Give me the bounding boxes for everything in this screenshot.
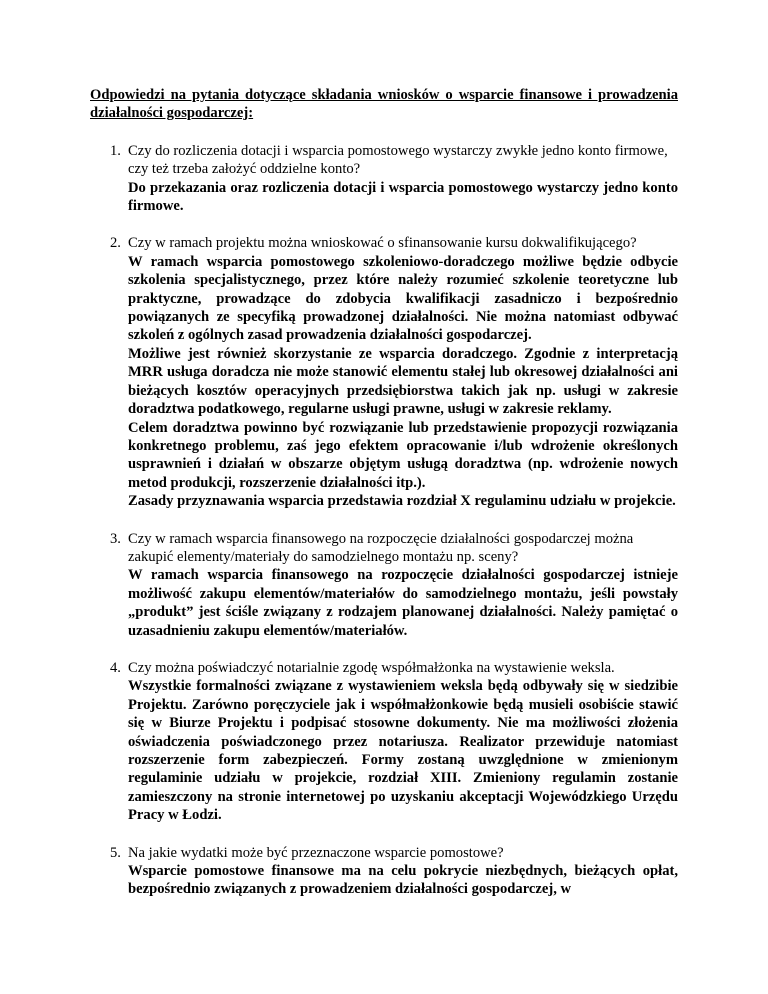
- qa-item-3: [90, 530, 678, 640]
- qa-list: [90, 142, 678, 899]
- item-number: 3.: [110, 530, 121, 547]
- answer-paragraph: Do przekazania oraz rozliczenia dotacji i wsparcia pomostowego wystarczy jedno konto firmowe.: [128, 179, 678, 215]
- answer-paragraph: Możliwe jest również skorzystanie ze wsparcia doradczego. Zgodnie z interpretacją MRR usługa doradcza nie może stanowić elementu stałej lub okresowej działalności ani bieżących kosztów operacyjnych przedsiębiorstwa takich jak np. usługi w zakresie doradztwa podatkowego, regularne usługi prawne, usługi w zakresie reklamy.: [128, 345, 678, 418]
- qa-item-2: [90, 234, 678, 510]
- qa-item-1: [90, 142, 678, 216]
- answer-paragraph: Zasady przyznawania wsparcia przedstawia rozdział X regulaminu udziału w projekcie.: [128, 493, 676, 510]
- item-number: 2.: [110, 235, 121, 252]
- answer-paragraph: W ramach wsparcia finansowego na rozpoczęcie działalności gospodarczej istnieje możliwość zakupu elementów/materiałów do samodzielnego montażu, jeśli powstały „produkt” jest ściśle związany z rodzajem planowanej działalności. Należy pamiętać o uzasadnieniu zakupu elementów/materiałów.: [128, 567, 678, 639]
- document-heading: Odpowiedzi na pytania dotyczące składania wniosków o wsparcie finansowe i prowadzenia działalności gospodarczej:: [90, 87, 678, 122]
- question-text: Czy w ramach wsparcia finansowego na rozpoczęcie działalności gospodarczej można zakupić elementy/materiały do samodzielnego montażu np. sceny?: [128, 530, 634, 565]
- qa-item-4: [90, 659, 678, 825]
- question-text: Na jakie wydatki może być przeznaczone wsparcie pomostowe?: [128, 844, 504, 861]
- question-text: Czy można poświadczyć notarialnie zgodę współmałżonka na wystawienie weksla.: [128, 659, 615, 676]
- answer-paragraph: Wsparcie pomostowe finansowe ma na celu pokrycie niezbędnych, bieżących opłat, bezpośrednio związanych z prowadzeniem działalności gospodarczej, w: [128, 863, 678, 898]
- answer-paragraph: Wszystkie formalności związane z wystawieniem weksla będą odbywały się w siedzibie Projektu. Zarówno poręczyciele jak i współmałżonkowie będą musieli osobiście stawić się w Biurze Projektu i podpisać stosowne dokumenty. Nie ma możliwości złożenia oświadczenia poświadczonego przez notariusza. Realizator przewiduje natomiast rozszerzenie form zabezpieczeń. Formy zostaną uwzględnione w zmienionym regulaminie udziału w projekcie, rozdział XIII. Zmieniony regulamin zostanie zamieszczony na stronie internetowej po uzyskaniu akceptacji Wojewódzkiego Urzędu Pracy w Łodzi.: [128, 678, 678, 824]
- question-text: Czy w ramach projektu można wnioskować o sfinansowanie kursu dokwalifikującego?: [128, 235, 637, 252]
- question-text: Czy do rozliczenia dotacji i wsparcia pomostowego wystarczy zwykłe jedno konto firmowe, czy też trzeba założyć oddzielne konto?: [128, 142, 668, 178]
- answer-paragraph: W ramach wsparcia pomostowego szkoleniowo-doradczego możliwe będzie odbycie szkolenia specjalistycznego, przez które należy rozumieć szkolenie teoretyczne lub praktyczne, prowadzące do zdobycia kwalifikacji zasadniczo i bezpośrednio powiązanych ze specyfiką prowadzonej działalności. Nie można natomiast odbywać szkoleń z ogólnych zasad prowadzenia działalności gospodarczej.: [128, 253, 678, 344]
- qa-item-5: [90, 844, 678, 899]
- item-number: 5.: [110, 844, 121, 861]
- item-number: 1.: [110, 142, 121, 159]
- item-number: 4.: [110, 659, 121, 676]
- document-page: [90, 86, 678, 918]
- answer-paragraph: Celem doradztwa powinno być rozwiązanie lub przedstawienie propozycji rozwiązania konkretnego problemu, zaś jego efektem opracowanie i/lub wdrożenie określonych usprawnień i działań w obszarze objętym usługą doradztwa (np. wdrożenie nowych metod produkcji, rozszerzenie działalności itp.).: [128, 419, 678, 491]
